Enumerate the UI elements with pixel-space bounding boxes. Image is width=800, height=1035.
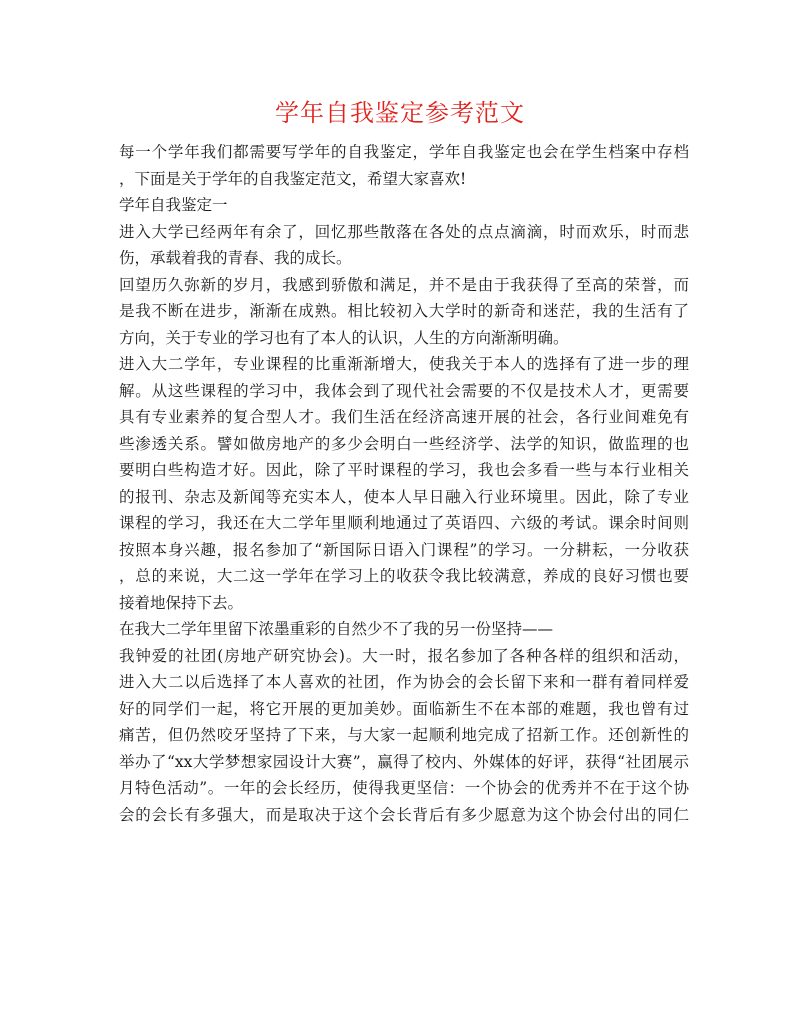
paragraph-line: 举办了“xx大学梦想家园设计大赛”，赢得了校内、外媒体的好评，获得“社团展示 [119, 752, 689, 771]
paragraph-line: 会的会长有多强大，而是取决于这个会长背后有多少愿意为这个协会付出的同仁 [119, 805, 689, 824]
paragraph-line: 伤，承载着我的青春、我的成长。 [119, 249, 352, 267]
paragraph-line: 在我大二学年里留下浓墨重彩的自然少不了我的另一份坚持—— [119, 620, 554, 638]
paragraph-line: ，下面是关于学年的自我鉴定范文，希望大家喜欢! [119, 169, 467, 188]
paragraph-line: 进入大二以后选择了本人喜欢的社团，作为协会的会长留下来和一群有着同样爱 [119, 673, 689, 691]
paragraph-line: 接着地保持下去。 [119, 593, 244, 612]
paragraph-line: 些渗透关系。譬如做房地产的多少会明白一些经济学、法学的知识，做监理的也 [119, 434, 689, 453]
paragraph-line: 具有专业素养的复合型人才。我们生活在经济高速开展的社会，各行业间难免有 [119, 408, 689, 426]
paragraph-line: 的报刊、杂志及新闻等充实本人，使本人早日融入行业环境里。因此，除了专业 [119, 487, 689, 506]
document-body [119, 139, 689, 828]
paragraph-line: 是我不断在进步，渐渐在成熟。相比较初入大学时的新奇和迷茫，我的生活有了 [119, 302, 689, 320]
paragraph-line: 方向，关于专业的学习也有了本人的认识，人生的方向渐渐明确。 [119, 328, 569, 347]
paragraph-line: 解。从这些课程的学习中，我体会到了现代社会需要的不仅是技术人才，更需要 [119, 381, 689, 400]
paragraph-line: 按照本身兴趣，报名参加了“新国际日语入门课程”的学习。一分耕耘，一分收获 [119, 540, 689, 559]
paragraph-line: 痛苦，但仍然咬牙坚持了下来，与大家一起顺利地完成了招新工作。还创新性的 [119, 726, 689, 744]
paragraph-line: 进入大学已经两年有余了，回忆那些散落在各处的点点滴滴，时而欢乐，时而悲 [119, 222, 689, 241]
paragraph-line: 课程的学习，我还在大二学年里顺利地通过了英语四、六级的考试。课余时间则 [119, 514, 689, 532]
paragraph-line: 月特色活动”。一年的会长经历，使得我更坚信：一个协会的优秀并不在于这个协 [119, 779, 689, 797]
section-heading: 学年自我鉴定一 [119, 196, 228, 214]
paragraph-line: 进入大二学年，专业课程的比重渐渐增大，使我关于本人的选择有了进一步的理 [119, 355, 689, 373]
paragraph-line: 我钟爱的社团(房地产研究协会)。大一时，报名参加了各种各样的组织和活动， [119, 646, 689, 665]
paragraph-line: 好的同学们一起，将它开展的更加美妙。面临新生不在本部的难题，我也曾有过 [119, 699, 689, 718]
document-title: 学年自我鉴定参考范文 [275, 99, 525, 127]
paragraph-line: 回望历久弥新的岁月，我感到骄傲和满足，并不是由于我获得了至高的荣誉，而 [119, 275, 689, 294]
paragraph-line: ，总的来说，大二这一学年在学习上的收获令我比较满意，养成的良好习惯也要 [119, 567, 689, 585]
paragraph-line: 每一个学年我们都需要写学年的自我鉴定，学年自我鉴定也会在学生档案中存档 [119, 143, 689, 161]
paragraph-line: 要明白些构造才好。因此，除了平时课程的学习，我也会多看一些与本行业相关 [119, 461, 689, 479]
